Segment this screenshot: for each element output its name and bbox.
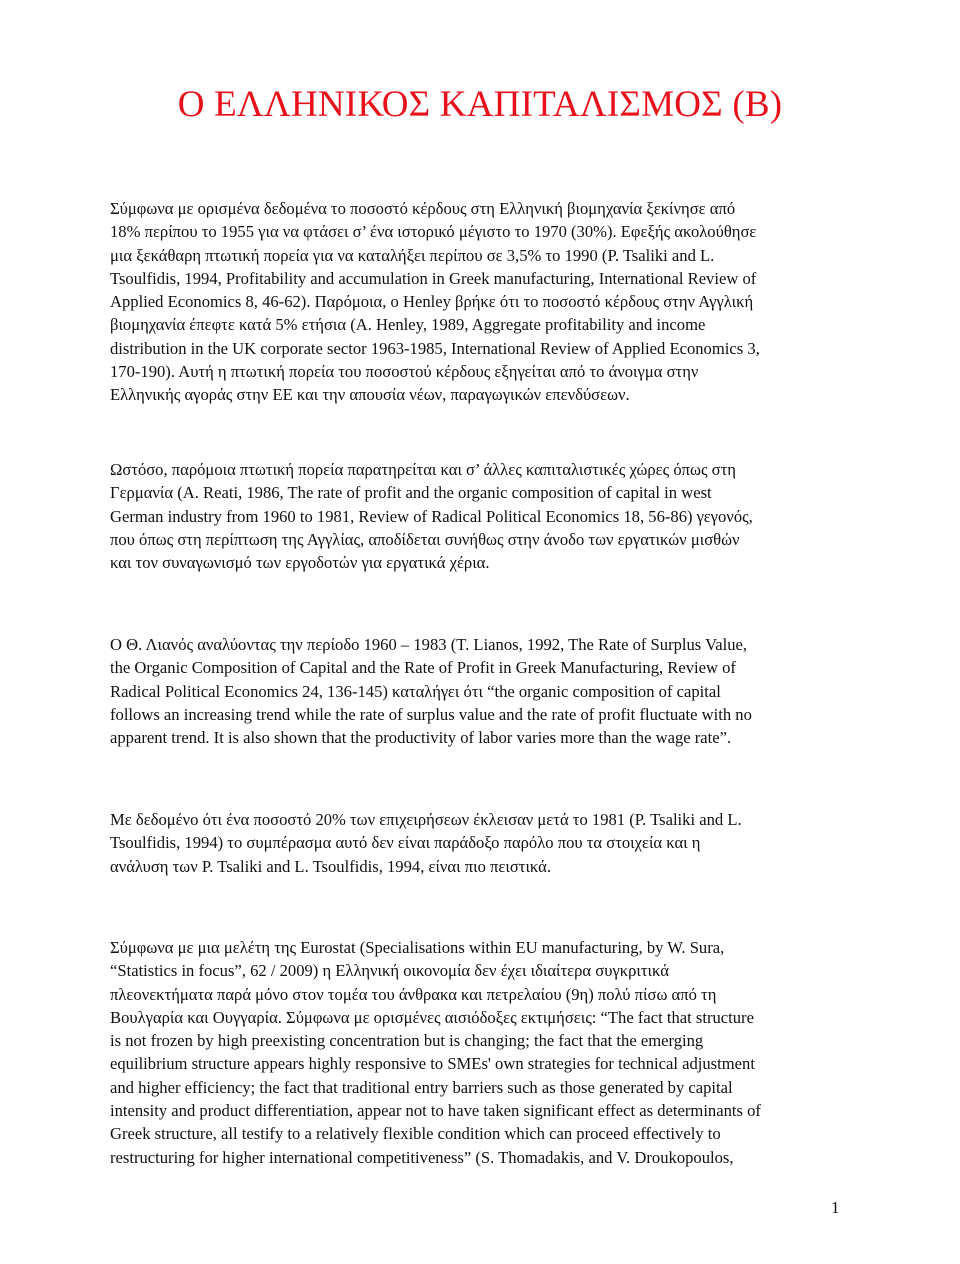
text-line: apparent trend. It is also shown that the productivity of labor varies more than the wage rate”. (110, 728, 732, 748)
text-line: Greek structure, all testify to a relatively flexible condition which can proceed effectively to (110, 1124, 721, 1144)
text-line: Ελληνικής αγοράς στην ΕΕ και την απουσία νέων, παραγωγικών επενδύσεων. (110, 385, 630, 405)
paragraph-2 (110, 458, 850, 574)
text-line: 18% περίπου το 1955 για να φτάσει σ’ ένα ιστορικό μέγιστο το 1970 (30%). Εφεξής ακολούθησε (110, 222, 757, 242)
text-line: Ο Θ. Λιανός αναλύοντας την περίοδο 1960 – 1983 (T. Lianos, 1992, The Rate of Surplus Value, (110, 635, 748, 654)
text-line: μια ξεκάθαρη πτωτική πορεία για να καταλήξει περίπου σε 3,5% το 1990 (P. Tsaliki and L. (110, 245, 715, 265)
page-title: Ο ΕΛΛΗΝΙΚΟΣ ΚΑΠΙΤΑΛΙΣΜΟΣ (Β) (177, 84, 783, 125)
text-line: που όπως στη περίπτωση της Αγγλίας, αποδίδεται συνήθως στην άνοδο των εργατικών μισθών (110, 529, 740, 549)
paragraph-5 (110, 936, 850, 1169)
text-line: ανάλυση των P. Tsaliki and L. Tsoulfidis, 1994, είναι πιο πειστικά. (110, 856, 551, 876)
text-line: πλεονεκτήματα παρά μόνο στον τομέα του άνθρακα και πετρελαίου (9η) πολύ πίσω από τη (110, 984, 717, 1004)
text-line: Βουλγαρία και Ουγγαρία. Σύμφωνα με ορισμένες αισιόδοξες εκτιμήσεις: “The fact that structure (110, 1007, 754, 1027)
text-line: restructuring for higher international competitiveness” (S. Thomadakis, and V. Droukopoulos, (110, 1147, 734, 1167)
text-line: Με δεδομένο ότι ένα ποσοστό 20% των επιχειρήσεων έκλεισαν μετά το 1981 (P. Tsaliki and L. (110, 810, 742, 829)
text-line: Σύμφωνα με ορισμένα δεδομένα το ποσοστό κέρδους στη Ελληνική βιομηχανία ξεκίνησε από (110, 199, 736, 218)
text-line: Ωστόσο, παρόμοια πτωτική πορεία παρατηρείται και σ’ άλλες καπιταλιστικές χώρες όπως στη (110, 460, 736, 479)
text-line: equilibrium structure appears highly responsive to SMEs' own strategies for technical adjustment (110, 1054, 755, 1074)
page-number: 1 (831, 1198, 840, 1217)
text-line: distribution in the UK corporate sector 1963-1985, International Review of Applied Economics 3, (110, 338, 760, 358)
text-line: intensity and product differentiation, appear not to have taken significant effect as determinants of (110, 1101, 761, 1121)
paragraph-4 (110, 808, 850, 878)
text-line: the Organic Composition of Capital and the Rate of Profit in Greek Manufacturing, Review of (110, 658, 736, 678)
text-line: Tsoulfidis, 1994) το συμπέρασμα αυτό δεν είναι παράδοξο παρόλο που τα στοιχεία και η (110, 833, 701, 853)
text-line: and higher efficiency; the fact that traditional entry barriers such as those generated by capital (110, 1077, 733, 1097)
text-line: Γερμανία (A. Reati, 1986, The rate of profit and the organic composition of capital in west (110, 483, 712, 503)
text-line: Radical Political Economics 24, 136-145) καταλήγει ότι “the organic composition of capital (110, 681, 721, 701)
text-line: βιομηχανία έπεφτε κατά 5% ετήσια (A. Henley, 1989, Aggregate profitability and income (110, 315, 706, 335)
text-line: German industry from 1960 to 1981, Review of Radical Political Economics 18, 56-86) γεγονός, (110, 506, 753, 526)
text-line: follows an increasing trend while the rate of surplus value and the rate of profit fluctuate with no (110, 704, 752, 724)
text-line: 170-190). Αυτή η πτωτική πορεία του ποσοστού κέρδους εξηγείται από το άνοιγμα στην (110, 362, 699, 382)
text-line: Applied Economics 8, 46-62). Παρόμοια, ο Henley βρήκε ότι το ποσοστό κέρδους στην Αγγλική (110, 292, 754, 312)
text-line: και τον συναγωνισμό των εργοδοτών για εργατικά χέρια. (110, 553, 490, 573)
paragraph-3 (110, 633, 850, 749)
text-line: Tsoulfidis, 1994, Profitability and accumulation in Greek manufacturing, International Review of (110, 268, 757, 288)
text-line: “Statistics in focus”, 62 / 2009) η Ελληνική οικονομία δεν έχει ιδιαίτερα συγκριτικά (110, 961, 669, 981)
paragraph-1 (110, 197, 850, 407)
text-line: is not frozen by high preexisting concentration but is changing; the fact that the emerging (110, 1031, 704, 1051)
text-line: Σύμφωνα με μια μελέτη της Eurostat (Specialisations within EU manufacturing, by W. Sura, (110, 938, 725, 957)
